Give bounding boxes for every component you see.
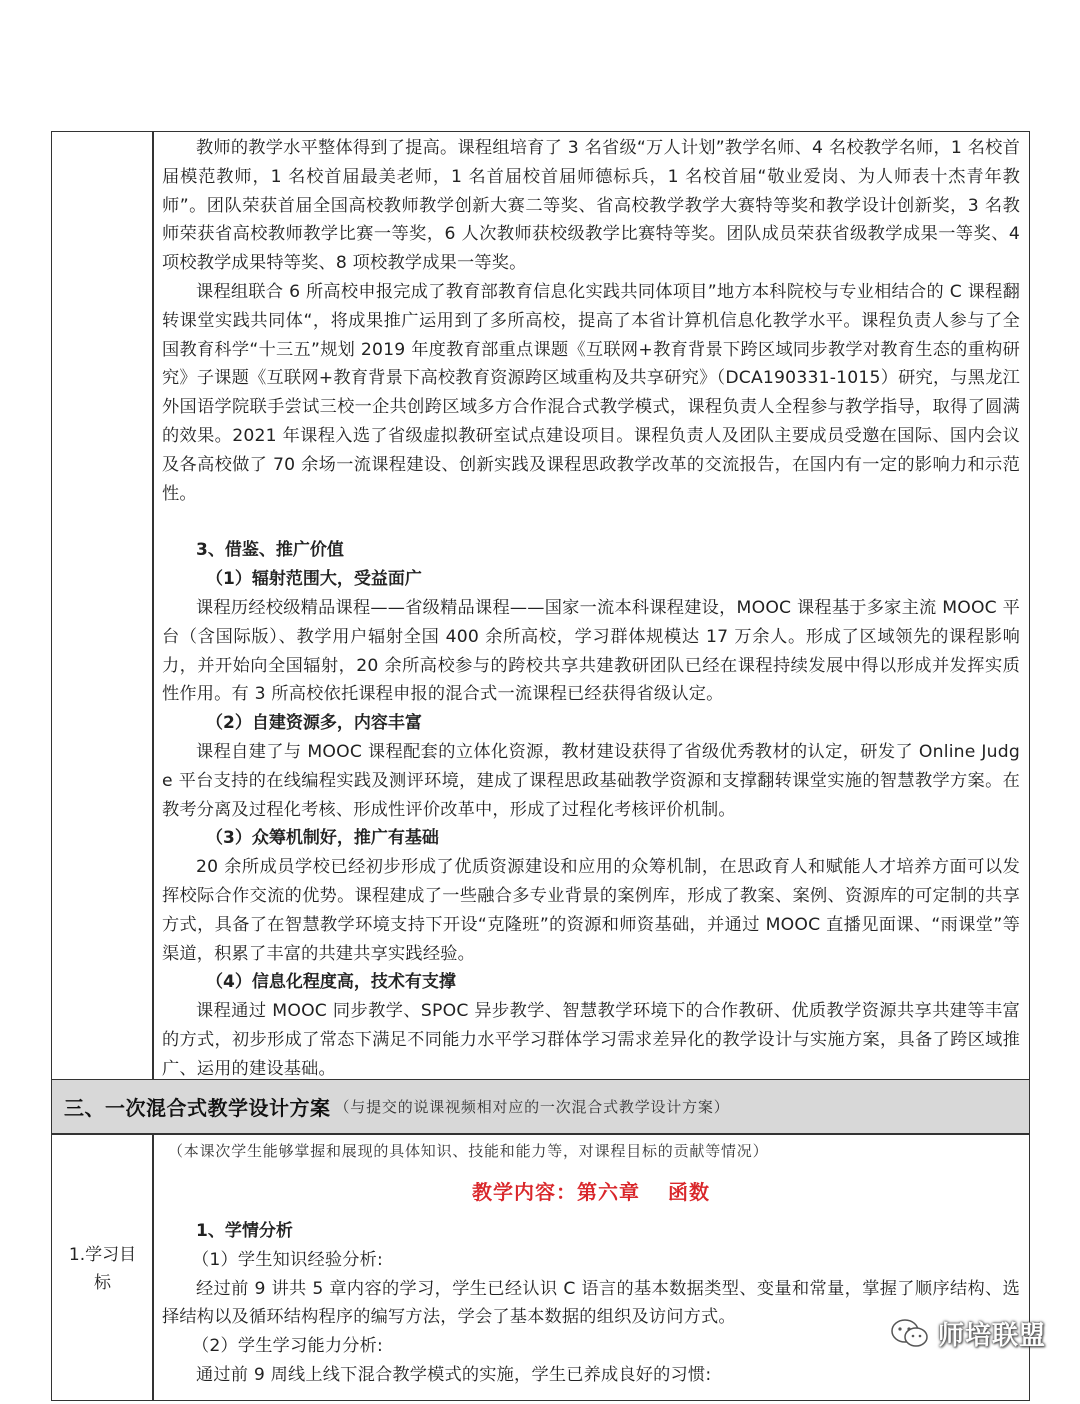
paragraph: 教师的教学水平整体得到了提高。课程组培育了 3 名省级“万人计划”教学名师、4 名校教学名师，1 名校首届模范教师，1 名校首届最美老师，1 名首届校首届师德标兵，1 名校首届“敬业爱岗、为人师表十杰青年教师”。团队荣获首届全国高校教师教学创新大赛二等奖、省高校教学教学大赛特等奖和教学设计创新奖，3 名教师荣获省高校教师教学比赛一等奖，6 人次教师获校级教学比赛特等奖。团队成员荣获省级教学成果一等奖、4 项校教学成果特等奖、8 项校教学成果一等奖。 bbox=[162, 138, 1020, 274]
cell-note: （本课次学生能够掌握和展现的具体知识、技能和能力等，对课程目标的贡献等情况） bbox=[168, 1142, 769, 1160]
paragraph: 20 余所成员学校已经初步形成了优质资源建设和应用的众筹机制，在思政育人和赋能人才培养方面可以发挥校际合作交流的优势。课程建成了一些融合多专业背景的案例库，形成了教案、案例、资源库的可定制的共享方式，具备了在智慧教学环境支持下开设“克隆班”的资源和师资基础，并通过 MOOC 直播见面课、“雨课堂”等渠道，积累了丰富的共建共享实践经验。 bbox=[162, 857, 1020, 964]
teaching-content-title: 教学内容：第六章 函数 bbox=[472, 1180, 710, 1204]
sub-heading: （2）学生学习能力分析: bbox=[192, 1336, 384, 1357]
sub-heading: （2）自建资源多，内容丰富 bbox=[206, 713, 422, 734]
paragraph: 课程历经校级精品课程——省级精品课程——国家一流本科课程建设，MOOC 课程基于多家主流 MOOC 平台（含国际版）、教学用户辐射全国 400 余所高校，学习群体规模达 17 万余人。形成了区域领先的课程影响力，并开始向全国辐射，20 余所高校参与的跨校共享共建教研团队已经在课程持续发展中得以形成并发挥实质性作用。有 3 所高校依托课程申报的混合式一流课程已经获得省级认定。 bbox=[162, 597, 1020, 705]
column-divider bbox=[152, 131, 154, 1080]
section-heading: 1、学情分析 bbox=[196, 1221, 293, 1241]
section-heading: 3、借鉴、推广价值 bbox=[196, 540, 344, 561]
row-label-text: 1.学习目标 bbox=[68, 1245, 137, 1293]
paragraph: 经过前 9 讲共 5 章内容的学习，学生已经认识 C 语言的基本数据类型、变量和常量，掌握了顺序结构、选择结构以及循环结构程序的编写方法，学会了基本数据的组织及访问方式。 bbox=[162, 1278, 1020, 1328]
paragraph: 通过前 9 周线上线下混合教学模式的实施，学生已养成良好的习惯: bbox=[196, 1364, 712, 1385]
sub-heading: （1）辐射范围大，受益面广 bbox=[206, 569, 422, 590]
sub-heading: （1）学生知识经验分析: bbox=[192, 1249, 384, 1270]
row-divider bbox=[51, 1133, 1030, 1135]
wechat-icon bbox=[890, 1317, 930, 1351]
section-title: 三、一次混合式教学设计方案 bbox=[64, 1096, 331, 1120]
paragraph: 课程通过 MOOC 同步教学、SPOC 异步教学、智慧教学环境下的合作教研、优质教学资源共享共建等丰富的方式，初步形成了常态下满足不同能力水平学习群体学习需求差异化的教学设计与实施方案，具备了跨区域推广、运用的建设基础。 bbox=[162, 1001, 1020, 1079]
row-label bbox=[52, 1134, 153, 1404]
section-note: （与提交的说课视频相对应的一次混合式教学设计方案） bbox=[334, 1098, 730, 1116]
paragraph: 课程组联合 6 所高校申报完成了教育部教育信息化实践共同体项目”地方本科院校与专业相结合的 C 课程翻转课堂实践共同体“，将成果推广运用到了多所高校，提高了本省计算机信息化教学水平。课程负责人参与了全国教育科学“十三五”规划 2019 年度教育部重点课题《互联网+教育背景下跨区域同步教学对教育生态的重构研究》子课题《互联网+教育背景下高校教育资源跨区域重构及共享研究》（DCA190331-1015）研究，与黑龙江外国语学院联手尝试三校一企共创跨区域多方合作混合式教学模式，课程负责人全程参与教学指导，取得了圆满的效果。2021 年课程入选了省级虚拟教研室试点建设项目。课程负责人及团队主要成员受邀在国际、国内会议及各高校做了 70 余场一流课程建设、创新实践及课程思政教学改革的交流报告，在国内有一定的影响力和示范性。 bbox=[162, 281, 1020, 504]
paragraph: 课程自建了与 MOOC 课程配套的立体化资源，教材建设获得了省级优秀教材的认定，研发了 Online Judge 平台支持的在线编程实践及测评环境，建成了课程思政基础教学资源和支撑翻转课堂实施的智慧教学方案。在教考分离及过程化考核、形成性评价改革中，形成了过程化考核评价机制。 bbox=[162, 741, 1020, 820]
sub-heading: （4）信息化程度高，技术有支撑 bbox=[206, 972, 456, 993]
watermark bbox=[890, 1315, 1046, 1352]
sub-heading: （3）众筹机制好，推广有基础 bbox=[206, 828, 439, 849]
section-header-bar bbox=[52, 1080, 1029, 1133]
upper-content-cell bbox=[162, 134, 1020, 1084]
watermark-text: 师培联盟 bbox=[937, 1321, 1046, 1351]
